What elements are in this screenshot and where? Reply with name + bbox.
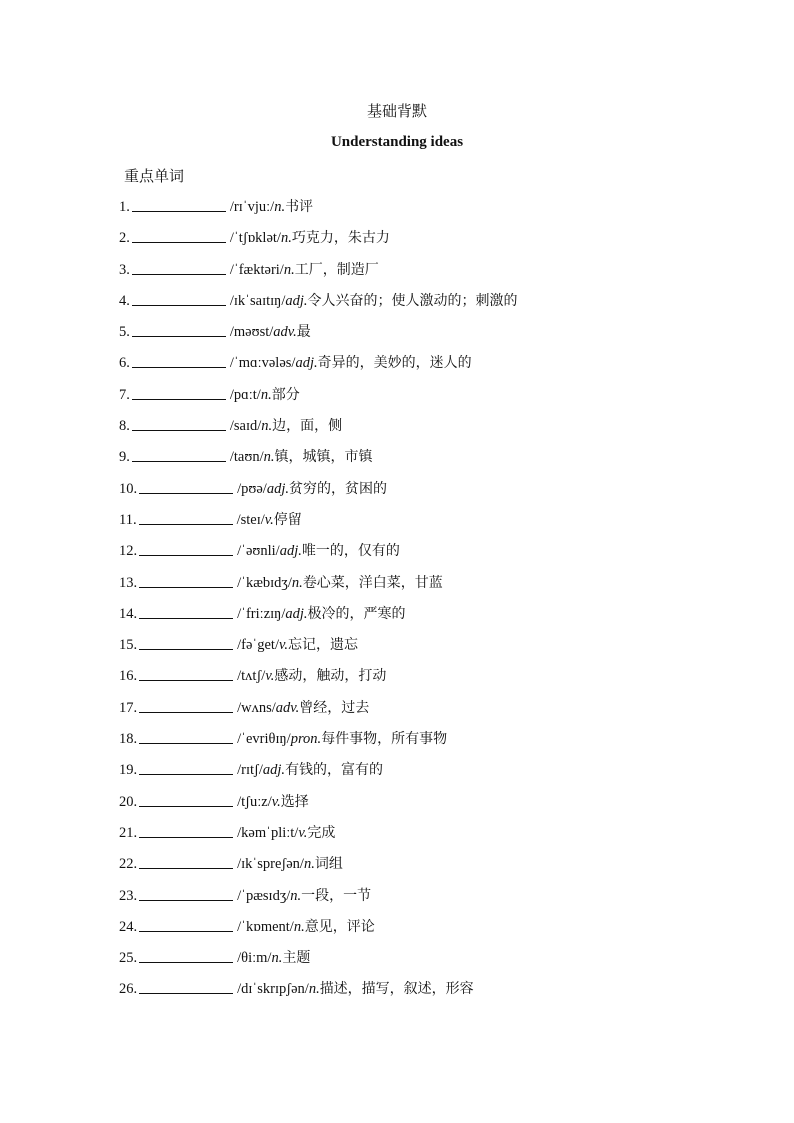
vocab-item <box>119 384 759 415</box>
vocab-item <box>119 415 759 446</box>
meaning: 卷心菜，洋白菜，甘蓝 <box>302 574 443 591</box>
meaning: 贫穷的，贫困的 <box>288 480 387 497</box>
phonetic: /ˈkæbɪdʒ/ <box>237 574 292 591</box>
answer-blank[interactable] <box>139 759 233 775</box>
vocab-item <box>119 728 759 759</box>
vocab-item <box>119 509 759 540</box>
item-number: 4. <box>119 292 130 309</box>
answer-blank[interactable] <box>139 509 233 525</box>
phonetic: /dɪˈskrɪpʃən/ <box>237 981 309 998</box>
phonetic: /ˈfriːzɪŋ/ <box>237 605 286 622</box>
item-number: 15. <box>119 637 138 654</box>
vocab-item <box>119 321 759 352</box>
meaning: 描述，描写，叙述，形容 <box>319 981 474 998</box>
meaning: 选择 <box>280 793 309 810</box>
answer-blank[interactable] <box>139 665 233 681</box>
answer-blank[interactable] <box>139 603 233 619</box>
part-of-speech: n. <box>283 261 295 278</box>
answer-blank[interactable] <box>132 227 226 243</box>
vocab-item <box>119 572 759 603</box>
vocab-item <box>119 259 759 290</box>
part-of-speech: n. <box>280 230 292 247</box>
part-of-speech: n. <box>261 418 273 435</box>
meaning: 唯一的，仅有的 <box>301 543 400 560</box>
item-number: 1. <box>119 199 130 215</box>
item-number: 22. <box>119 856 138 873</box>
part-of-speech: n. <box>271 950 283 967</box>
part-of-speech: adv. <box>275 699 300 716</box>
meaning: 停留 <box>273 511 302 528</box>
phonetic: /tʃuːz/ <box>237 793 272 810</box>
phonetic: /wʌns/ <box>237 699 276 716</box>
vocab-item <box>119 478 759 509</box>
item-number: 24. <box>119 918 138 935</box>
part-of-speech: adj. <box>285 605 308 622</box>
vocab-item <box>119 853 759 884</box>
phonetic: /kəmˈpliːt/ <box>237 824 299 841</box>
part-of-speech: adj. <box>262 762 286 779</box>
item-number: 19. <box>119 762 138 779</box>
meaning: 部分 <box>271 386 300 403</box>
answer-blank[interactable] <box>139 916 233 932</box>
item-number: 6. <box>119 355 130 372</box>
part-of-speech: n. <box>303 856 315 873</box>
phonetic: /rɪˈvjuː/ <box>229 199 275 215</box>
meaning: 奇异的，美妙的，迷人的 <box>317 355 472 372</box>
part-of-speech: v. <box>271 793 281 810</box>
vocab-item <box>119 978 759 1009</box>
part-of-speech: n. <box>260 386 272 403</box>
part-of-speech: adv. <box>273 324 297 341</box>
answer-blank[interactable] <box>139 478 233 494</box>
meaning: 镇，城镇，市镇 <box>274 449 373 466</box>
phonetic: /steɪ/ <box>236 511 265 528</box>
part-of-speech: n. <box>308 981 320 998</box>
vocab-item <box>119 947 759 978</box>
phonetic: /ɪkˈspreʃən/ <box>237 856 304 873</box>
item-number: 20. <box>119 793 138 810</box>
phonetic: /ˈəʊnli/ <box>237 543 280 560</box>
item-number: 3. <box>119 261 130 278</box>
meaning: 每件事物，所有事物 <box>321 731 448 748</box>
part-of-speech: n. <box>263 449 275 466</box>
vocab-item <box>119 759 759 790</box>
phonetic: /ɪkˈsaɪtɪŋ/ <box>229 292 286 309</box>
meaning: 边，面，侧 <box>272 418 343 435</box>
meaning: 词组 <box>314 856 343 873</box>
item-number: 5. <box>119 324 130 341</box>
part-of-speech: pron. <box>290 731 322 748</box>
item-number: 11. <box>119 511 137 528</box>
item-number: 13. <box>119 574 138 591</box>
vocab-item <box>119 227 759 258</box>
answer-blank[interactable] <box>132 384 226 400</box>
vocab-item <box>119 697 759 728</box>
vocab-item <box>119 791 759 822</box>
vocab-item <box>119 916 759 947</box>
vocab-item <box>119 352 759 383</box>
phonetic: /fəˈget/ <box>237 637 279 654</box>
meaning: 曾经，过去 <box>299 699 370 716</box>
item-number: 7. <box>119 386 130 403</box>
answer-blank[interactable] <box>139 728 233 744</box>
phonetic: /ˈevriθɪŋ/ <box>237 731 291 748</box>
answer-blank[interactable] <box>132 290 226 306</box>
meaning: 一段，一节 <box>301 887 372 904</box>
item-number: 17. <box>119 699 138 716</box>
phonetic: /rɪtʃ/ <box>237 762 263 779</box>
vocab-item <box>119 885 759 916</box>
phonetic: /pɑːt/ <box>229 386 261 403</box>
item-number: 10. <box>119 480 138 497</box>
phonetic: /taʊn/ <box>229 449 264 466</box>
phonetic: /θiːm/ <box>237 950 272 967</box>
vocab-item <box>119 665 759 696</box>
phonetic: /tʌtʃ/ <box>237 668 266 685</box>
vocab-item <box>119 603 759 634</box>
phonetic: /ˈmɑːvələs/ <box>229 355 296 372</box>
answer-blank[interactable] <box>139 947 233 963</box>
vocab-list <box>119 196 759 1010</box>
answer-blank[interactable] <box>139 885 233 901</box>
part-of-speech: n. <box>290 887 302 904</box>
part-of-speech: v. <box>264 511 274 528</box>
meaning: 主题 <box>282 950 311 967</box>
item-number: 16. <box>119 668 138 685</box>
answer-blank[interactable] <box>139 978 233 994</box>
answer-blank[interactable] <box>132 446 226 462</box>
answer-blank[interactable] <box>139 634 233 650</box>
vocab-item <box>119 196 759 227</box>
phonetic: /məʊst/ <box>229 324 274 341</box>
part-of-speech: adj. <box>279 543 302 560</box>
vocab-item <box>119 634 759 665</box>
part-of-speech: adj. <box>266 480 289 497</box>
item-number: 25. <box>119 950 138 967</box>
part-of-speech: n. <box>293 918 305 935</box>
phonetic: /ˈkɒment/ <box>237 918 294 935</box>
item-number: 18. <box>119 731 138 748</box>
answer-blank[interactable] <box>132 321 226 337</box>
part-of-speech: v. <box>298 824 308 841</box>
item-number: 14. <box>119 605 138 622</box>
answer-blank[interactable] <box>132 352 226 368</box>
section-heading: 重点单词 <box>124 167 185 185</box>
part-of-speech: n. <box>291 574 303 591</box>
answer-blank[interactable] <box>139 540 233 556</box>
phonetic: /saɪd/ <box>229 418 262 435</box>
meaning: 书评 <box>285 199 314 215</box>
answer-blank[interactable] <box>139 572 233 588</box>
part-of-speech: n. <box>274 199 286 215</box>
item-number: 8. <box>119 418 130 435</box>
item-number: 12. <box>119 543 138 560</box>
part-of-speech: v. <box>265 668 275 685</box>
answer-blank[interactable] <box>139 853 233 869</box>
meaning: 令人兴奋的；使人激动的；刺激的 <box>307 292 518 309</box>
answer-blank[interactable] <box>132 259 226 275</box>
meaning: 最 <box>296 324 311 341</box>
item-number: 26. <box>119 981 138 998</box>
vocab-item <box>119 290 759 321</box>
answer-blank[interactable] <box>139 791 233 807</box>
answer-blank[interactable] <box>132 415 226 431</box>
meaning: 巧克力，朱古力 <box>291 230 390 247</box>
page-title: 基础背默 <box>366 102 427 120</box>
page-subtitle: Understanding ideas <box>330 134 464 150</box>
part-of-speech: adj. <box>295 355 318 372</box>
phonetic: /pʊə/ <box>237 480 267 497</box>
answer-blank[interactable] <box>139 822 233 838</box>
item-number: 2. <box>119 230 130 247</box>
phonetic: /ˈfæktəri/ <box>229 261 284 278</box>
answer-blank[interactable] <box>132 196 226 212</box>
meaning: 意见，评论 <box>304 918 375 935</box>
vocab-item <box>119 540 759 571</box>
part-of-speech: v. <box>279 637 288 654</box>
meaning: 极冷的，严寒的 <box>307 605 406 622</box>
meaning: 感动，触动，打动 <box>274 668 387 685</box>
meaning: 完成 <box>307 824 336 841</box>
item-number: 23. <box>119 887 138 904</box>
answer-blank[interactable] <box>139 697 233 713</box>
item-number: 9. <box>119 449 130 466</box>
item-number: 21. <box>119 824 138 841</box>
phonetic: /ˈpæsɪdʒ/ <box>237 887 291 904</box>
meaning: 有钱的，富有的 <box>285 762 384 779</box>
vocab-item <box>119 446 759 477</box>
meaning: 忘记，遗忘 <box>288 637 358 654</box>
vocab-item <box>119 822 759 853</box>
phonetic: /ˈtʃɒklət/ <box>229 230 281 247</box>
part-of-speech: adj. <box>285 292 308 309</box>
meaning: 工厂，制造厂 <box>294 261 379 278</box>
